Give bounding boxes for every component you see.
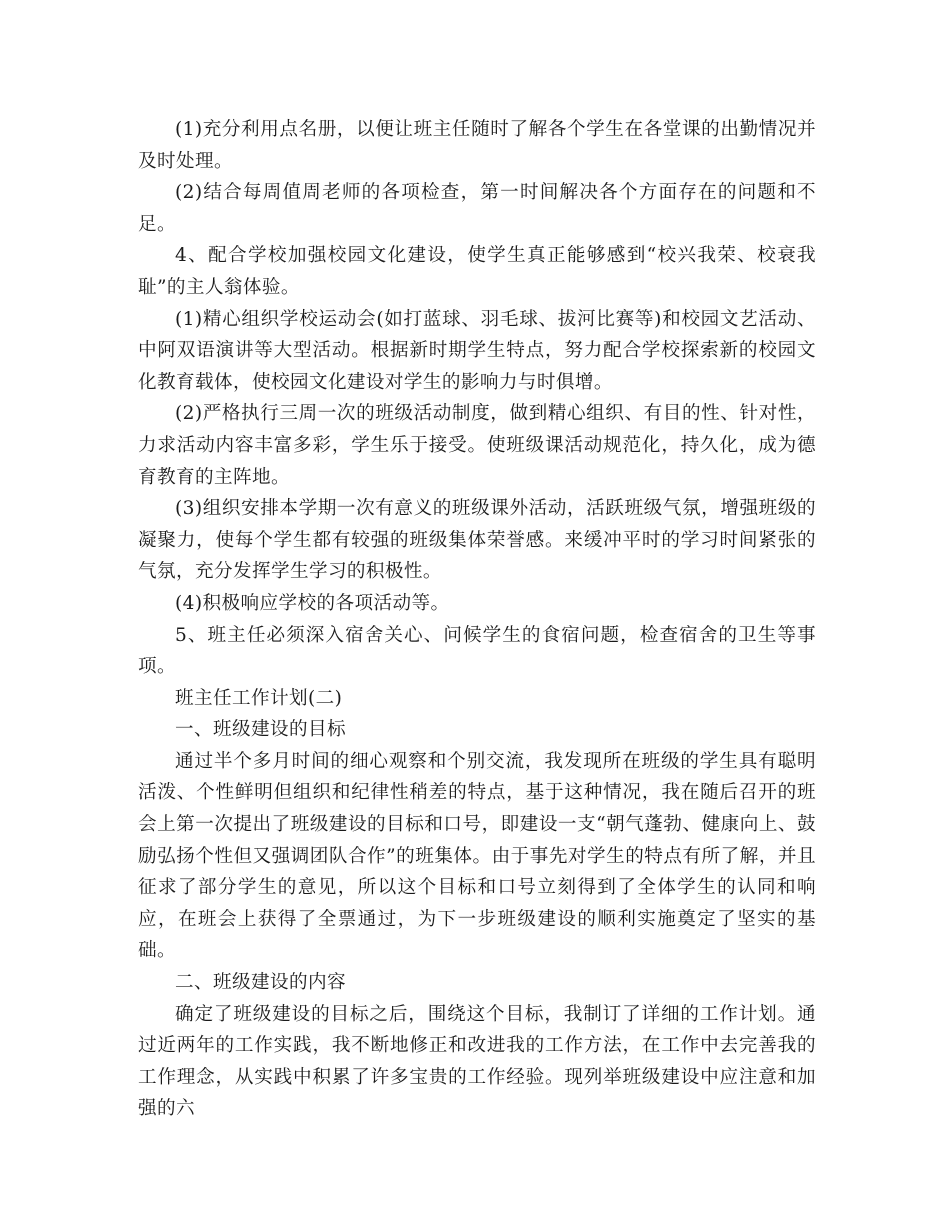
- paragraph-item-5-dormitory: 5、班主任必须深入宿舍关心、问候学生的食宿问题，检查宿舍的卫生等事项。: [138, 624, 816, 678]
- document-body: [138, 114, 816, 1125]
- paragraph-respond-activities: (4)积极响应学校的各项活动等。: [175, 592, 450, 614]
- heading-class-goal: 一、班级建设的目标: [175, 719, 346, 741]
- paragraph-weekly-inspection: (2)结合每周值周老师的各项检查，第一时间解决各个方面存在的问题和不足。: [138, 182, 816, 235]
- paragraph-class-goal-body: 通过半个多月时间的细心观察和个别交流，我发现所在班级的学生具有聪明活泼、个性鲜明但组织和纪律性稍差的特点，基于这种情况，我在随后召开的班会上第一次提出了班级建设的目标和口号，即建设一支“朝气蓬勃、健康向上、鼓励弘扬个性但又强调团队合作”的班集体。由于事先对学生的特点有所了解，并且征求了部分学生的意见，所以这个目标和口号立刻得到了全体学生的认同和响应，在班会上获得了全票通过，为下一步班级建设的顺利实施奠定了坚实的基础。: [138, 750, 816, 962]
- heading-class-content: 二、班级建设的内容: [175, 972, 346, 994]
- section-title-work-plan-2: 班主任工作计划(二): [175, 687, 343, 709]
- paragraph-sports-meeting: (1)精心组织学校运动会(如打蓝球、羽毛球、拔河比赛等)和校园文艺活动、中阿双语演讲等大型活动。根据新时期学生特点，努力配合学校探索新的校园文化教育载体，使校园文化建设对学生的影响力与时俱增。: [138, 308, 816, 393]
- paragraph-attendance-roll: (1)充分利用点名册，以便让班主任随时了解各个学生在各堂课的出勤情况并及时处理。: [138, 119, 816, 172]
- paragraph-class-content-body: 确定了班级建设的目标之后，围绕这个目标，我制订了详细的工作计划。通过近两年的工作实践，我不断地修正和改进我的工作方法，在工作中去完善我的工作理念，从实践中积累了许多宝贵的工作经验。现列举班级建设中应注意和加强的六: [138, 1003, 816, 1120]
- paragraph-class-activity-system: (2)严格执行三周一次的班级活动制度，做到精心组织、有目的性、针对性，力求活动内容丰富多彩，学生乐于接受。使班级课活动规范化，持久化，成为德育教育的主阵地。: [138, 403, 816, 488]
- paragraph-item-4-campus-culture: 4、配合学校加强校园文化建设，使学生真正能够感到“校兴我荣、校衰我耻”的主人翁体验。: [138, 245, 816, 298]
- paragraph-extracurricular-activity: (3)组织安排本学期一次有意义的班级课外活动，活跃班级气氛，增强班级的凝聚力，使每个学生都有较强的班级集体荣誉感。来缓冲平时的学习时间紧张的气氛，充分发挥学生学习的积极性。: [138, 498, 816, 583]
